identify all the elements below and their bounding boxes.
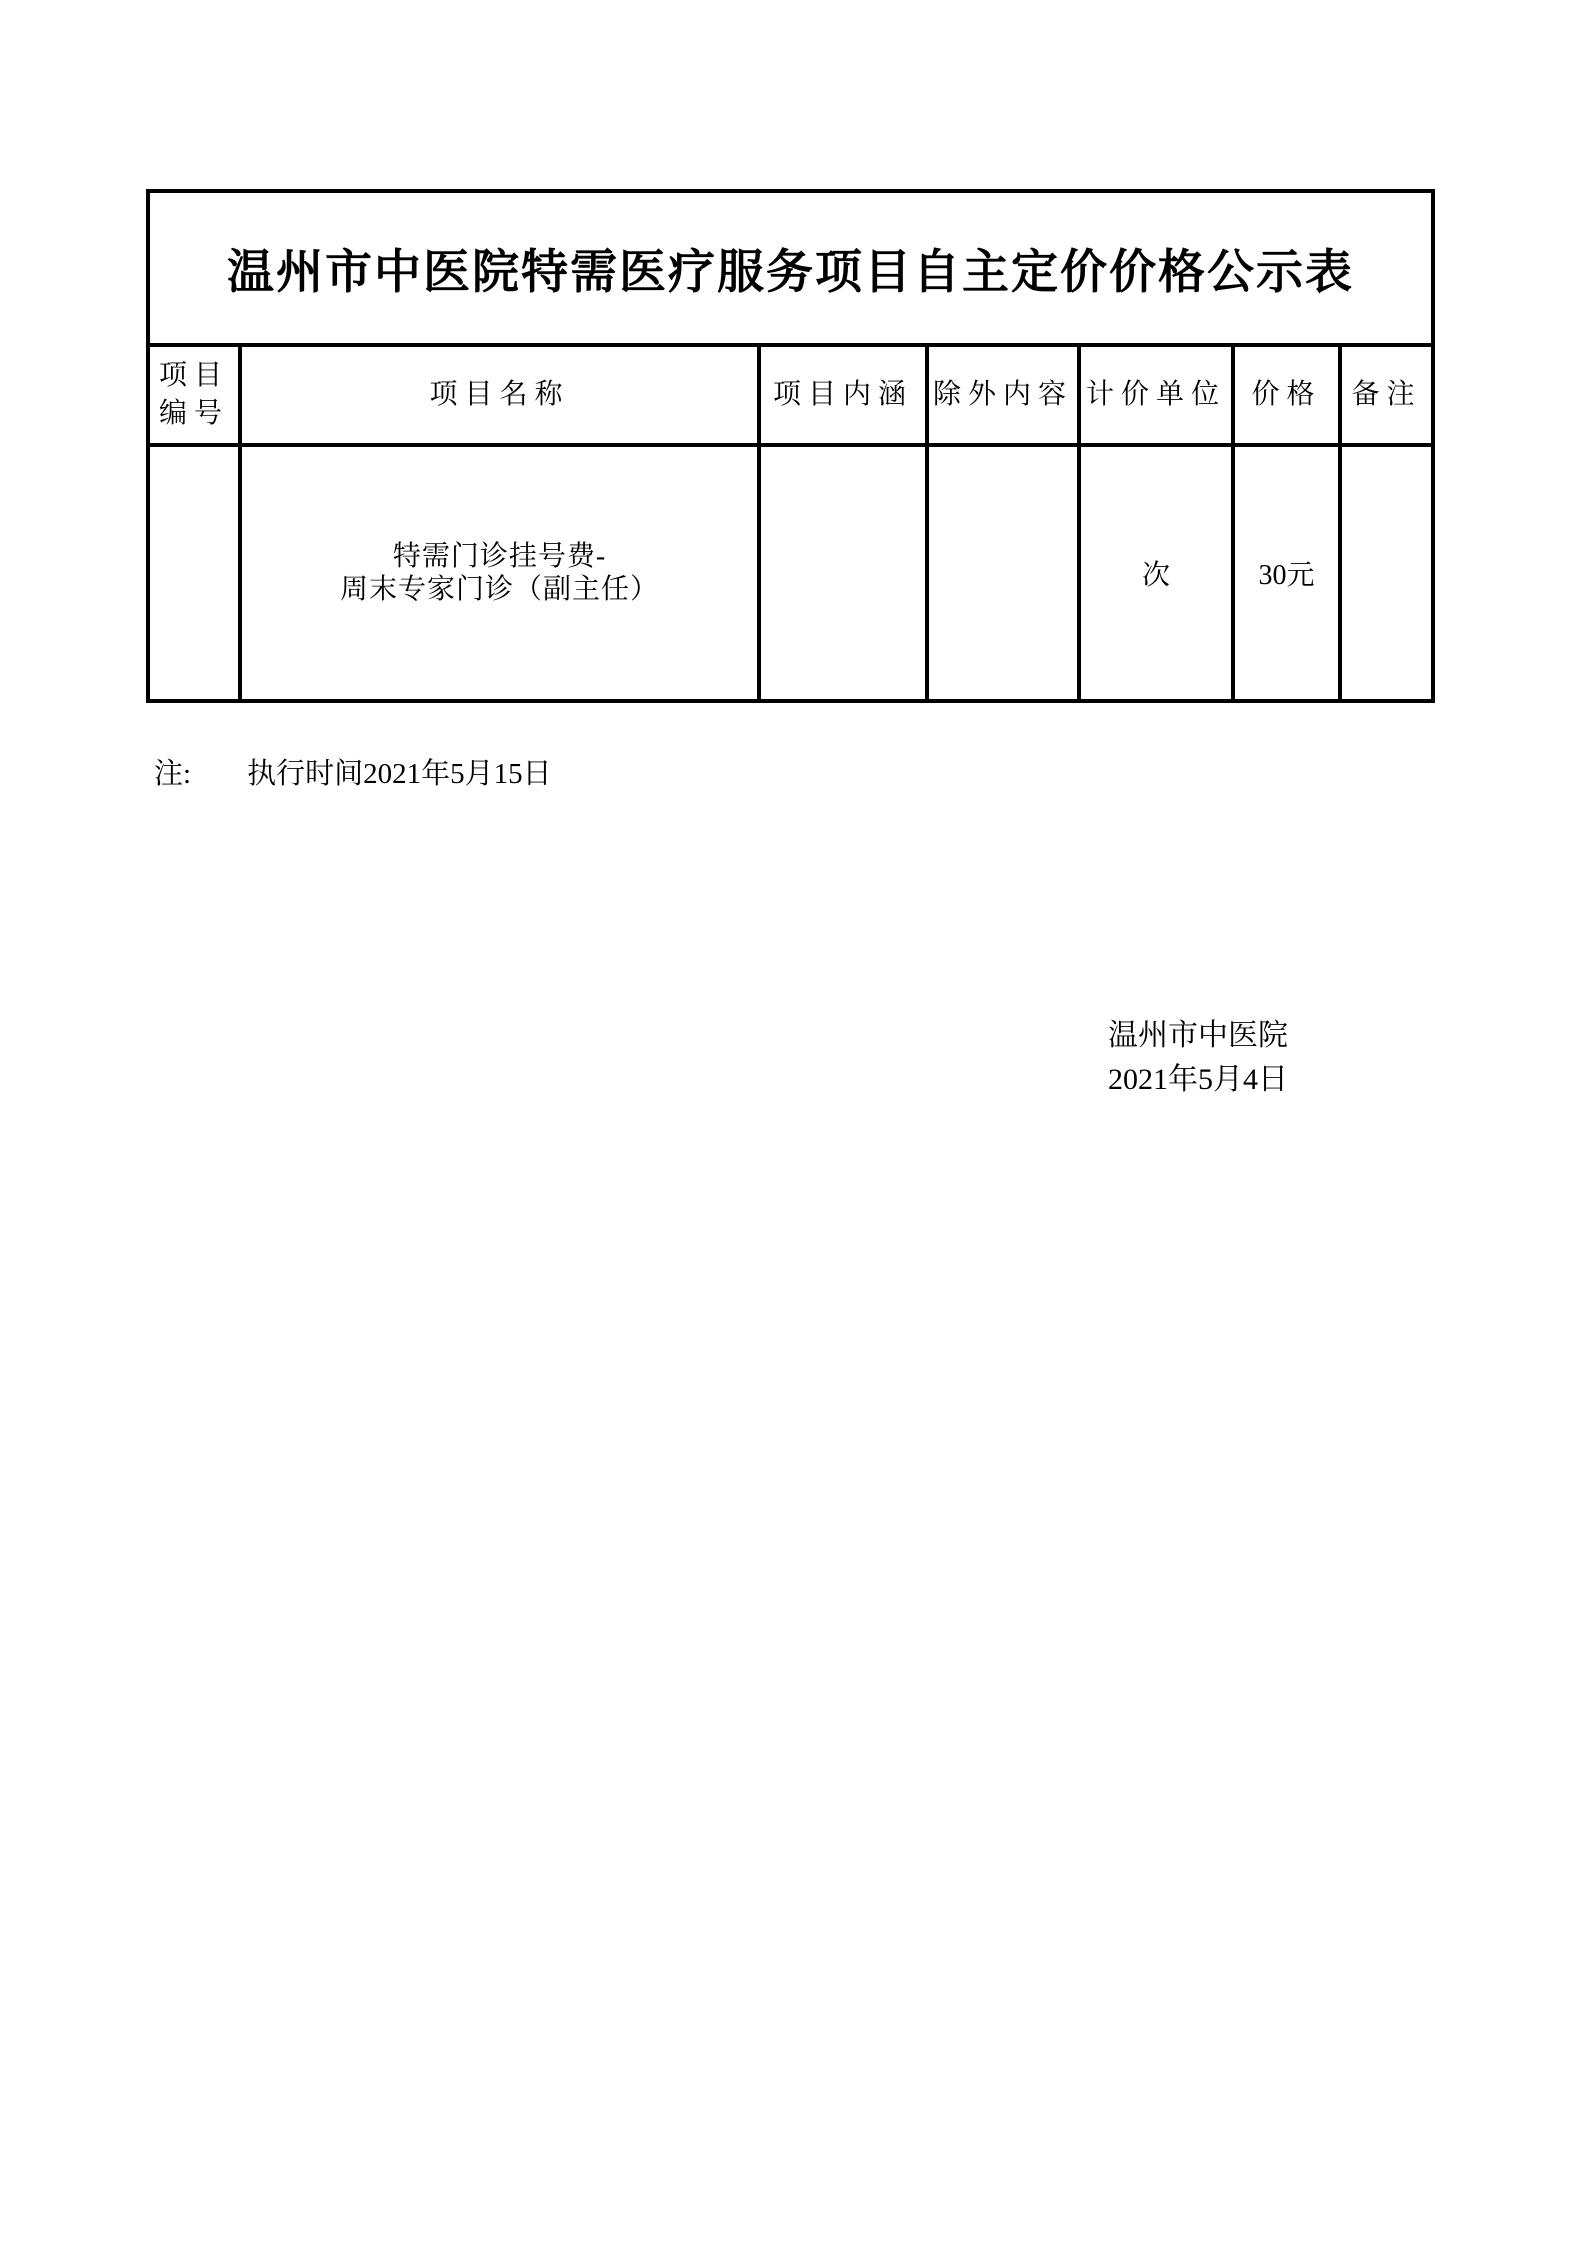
note-line — [154, 752, 552, 796]
cell-item-name — [240, 445, 759, 701]
note-text: 执行时间2021年5月15日 — [247, 758, 552, 790]
col-header-remark: 备注 — [1340, 345, 1433, 445]
signature-org: 温州市中医院 — [1108, 1019, 1288, 1052]
col-header-exclusions: 除外内容 — [927, 345, 1079, 445]
col-header-pricing-unit: 计价单位 — [1079, 345, 1233, 445]
signature-block — [1108, 1014, 1288, 1102]
table-header-row — [148, 345, 1433, 445]
note-label: 注: — [154, 758, 192, 790]
cell-price: 30元 — [1233, 445, 1340, 701]
item-name-line-1: 特需门诊挂号费- — [392, 541, 607, 572]
cell-pricing-unit: 次 — [1079, 445, 1233, 701]
cell-exclusions — [927, 445, 1079, 701]
cell-item-code — [148, 445, 240, 701]
price-table — [146, 189, 1435, 703]
col-header-item-connotation: 项目内涵 — [759, 345, 927, 445]
cell-remark — [1340, 445, 1433, 701]
col-header-price: 价格 — [1233, 345, 1340, 445]
signature-date: 2021年5月4日 — [1108, 1063, 1288, 1096]
cell-item-connotation — [759, 445, 927, 701]
table-title-row — [148, 191, 1433, 345]
col-header-item-code: 项目编号 — [148, 345, 240, 445]
table-row — [148, 445, 1433, 701]
table-title: 温州市中医院特需医疗服务项目自主定价价格公示表 — [148, 191, 1433, 345]
item-name-line-2: 周末专家门诊（副主任） — [339, 574, 659, 605]
col-header-item-name: 项目名称 — [240, 345, 759, 445]
